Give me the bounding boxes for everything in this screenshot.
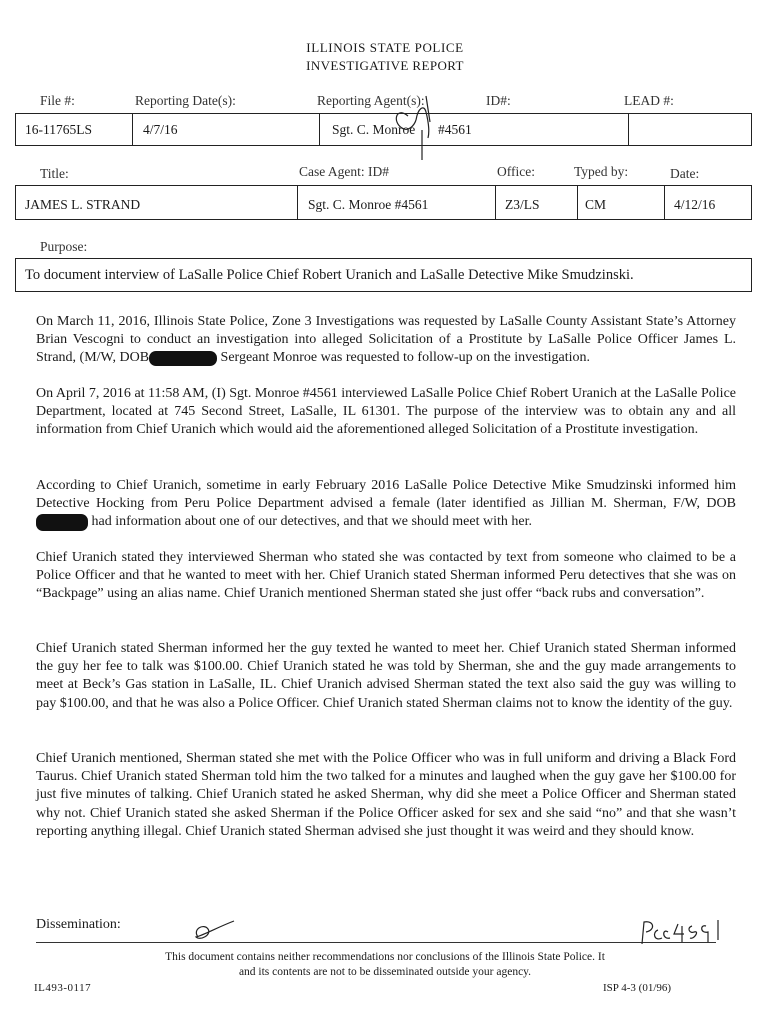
typed-by-label: Typed by: [574,164,629,179]
form-number: ISP 4-3 (01/96) [603,982,672,994]
report-type: INVESTIGATIVE REPORT [306,58,464,73]
reporting-agent-id-value: #4561 [438,122,472,137]
id-no-label: ID#: [486,93,511,108]
reporting-agent-value: Sgt. C. Monroe [332,122,416,137]
handwritten-initials-mark [386,86,446,166]
purpose-text: To document interview of LaSalle Police Chief Robert Uranich and LaSalle Detective Mike Smudzinski. [25,267,634,283]
bates-number: IL493-0117 [34,982,92,994]
purpose-box [15,258,752,292]
dissemination-label: Dissemination: [36,917,121,932]
disclaimer-line-1: This document contains neither recommendations nor conclusions of the Illinois State Police. It [165,951,605,963]
file-no-value: 16-11765LS [25,122,92,137]
paragraph-4: Chief Uranich stated they interviewed Sherman who stated she was contacted by text from someone who claimed to be a Police Officer and that he wanted to meet with her. Chief Uranich stated Sherman informed Peru detectives that she was on “Backpage” using an alias name. Chief Uranich mentioned Sherman stated she just offer “back rubs and conversation”. [36,550,736,602]
redaction-dob-1 [149,351,217,366]
case-agent-label: Case Agent: ID# [299,164,389,179]
case-agent-value: Sgt. C. Monroe #4561 [308,197,429,212]
handwritten-bates-mark [632,912,732,952]
date-label: Date: [670,166,700,181]
paragraph-1 [36,313,736,368]
title-value: JAMES L. STRAND [25,197,141,212]
paragraph-5: Chief Uranich stated Sherman informed her the guy texted he wanted to meet her. Chief Uranich stated Sherman informed the guy her fee to talk was $100.00. Chief Uranich stated he was told by Sherman, she and the guy made arrangements to meet at Beck’s Gas station in LaSalle, IL. Chief Uranich advised Sherman stated the text also said the guy was willing to pay $100.00, and that he was also a Police Officer. Chief Uranich stated Sherman claims not to know the identity of the guy. [36,641,736,711]
file-no-label: File #: [40,93,75,108]
paragraph-3-text-a: According to Chief Uranich, sometime in early February 2016 LaSalle Police Detective Mike Smudzinski informed him Detective Hocking from Peru Police Department advised a female (later identified as Jillian M. Sherman, F/W, DOB [36,478,736,512]
paragraph-1-text-a: On March 11, 2016, Illinois State Police, Zone 3 Investigations was requested by LaSalle County Assistant State’s Attorney Brian Vescogni to conduct an investigation into alleged Solicitation of a Prostitute by LaSalle Police Officer James L. Strand, (M/W, DOB [36,314,736,366]
paragraph-3 [36,477,736,532]
reporting-dates-label: Reporting Date(s): [135,93,236,108]
redaction-dob-2 [36,514,88,531]
office-value: Z3/LS [505,197,540,212]
office-label: Office: [497,164,535,179]
title-label: Title: [40,166,69,181]
paragraph-2: On April 7, 2016 at 11:58 AM, (I) Sgt. Monroe #4561 interviewed LaSalle Police Chief Robert Uranich at the LaSalle Police Department, located at 745 Second Street, LaSalle, IL 61301. The purpose of the interview was to obtain any and all information from Chief Uranich which would aid the aforementioned alleged Solicitation of a Prostitute investigation. [36,386,736,438]
date-value: 4/12/16 [674,197,716,212]
paragraph-6: Chief Uranich mentioned, Sherman stated she met with the Police Officer who was in full uniform and driving a Black Ford Taurus. Chief Uranich stated Sherman told him the two talked for a minutes and laughed when the guy gave her $100.00 for just five minutes of talking. Chief Uranich stated he asked Sherman, why did she meet a Police Officer and Sherman stated why not. Chief Uranich stated she asked Sherman if the Police Officer asked for sex and she said “no” and that she wasn’t reporting anything illegal. Chief Uranich stated Sherman advised she just thought it was weird and they should know. [36,751,736,839]
agency-title: ILLINOIS STATE POLICE [306,40,464,55]
case-info-box [15,185,752,220]
purpose-label: Purpose: [40,239,88,254]
lead-no-label: LEAD #: [624,93,674,108]
reporting-date-value: 4/7/16 [143,122,178,137]
handwritten-scribble-mark [190,915,240,945]
report-info-box [15,113,752,146]
paragraph-1-text-b: Sergeant Monroe was requested to follow-up on the investigation. [217,350,591,366]
typed-by-value: CM [585,197,607,212]
paragraph-3-text-b: had information about one of our detectives, and that we should meet with her. [88,514,532,530]
reporting-agents-label: Reporting Agent(s): [317,93,425,108]
dissemination-line [36,942,716,943]
disclaimer-line-2: and its contents are not to be disseminated outside your agency. [238,966,532,978]
